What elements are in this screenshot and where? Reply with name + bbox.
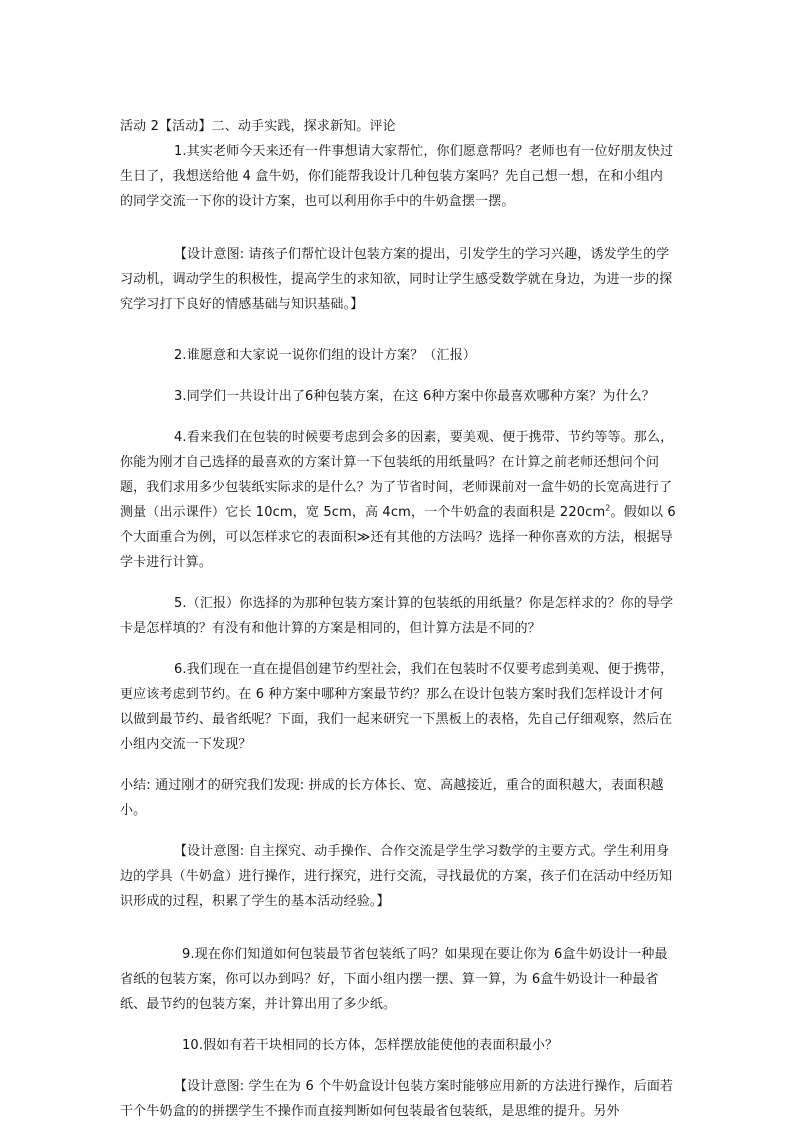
superscript-2: 2 (605, 503, 611, 513)
design-intent-1: 【设计意图: 请孩子们帮忙设计包装方案的提出，引发学生的学习兴趣，诱发学生的学习动机，调动学生的积极性，提高学生的求知欲，同时让学生感受数学就在身边，为进一步的探究学习打下良好的情感基础与知识基础。】 (120, 247, 673, 312)
paragraph-4 (120, 425, 676, 575)
paragraph-7: 9.现在你们知道如何包装最节省包装纸了吗？如果现在要让你为 6盒牛奶设计一种最省纸的包装方案，你可以办到吗？好，下面小组内摆一摆、算一算，为 6盒牛奶设计一种最省纸、最节约的包装方案，并计算出用了多少纸。 (120, 947, 668, 1012)
paragraph-2: 2.谁愿意和大家说一说你们组的设计方案？（汇报） (174, 348, 477, 363)
paragraph-3: 3.同学们一共设计出了6种包装方案，在这 6种方案中你最喜欢哪种方案？为什么？ (174, 389, 655, 404)
summary: 小结: 通过刚才的研究我们发现: 拼成的长方体长、宽、高越接近，重合的面积越大，表面积越小。 (120, 778, 664, 818)
paragraph-8: 10.假如有若干块相同的长方体，怎样摆放能使他的表面积最小？ (182, 1038, 559, 1053)
paragraph-5: 5.（汇报）你选择的为那种包装方案计算的包装纸的用纸量？你是怎样求的？你的导学卡是怎样填的？有没有和他计算的方案是相同的，但计算方法是不同的？ (120, 596, 674, 636)
paragraph-6: 6.我们现在一直在提倡创建节约型社会，我们在包装时不仅要考虑到美观、便于携带，更应该考虑到节约。在 6 种方案中哪种方案最节约？那么在设计包装方案时我们怎样设计才何以做到最节约、最省纸呢？下面，我们一起来研究一下黑板上的表格，先自己仔细观察，然后在小组内交流一下发现？ (120, 662, 674, 752)
design-intent-2: 【设计意图: 自主探究、动手操作、合作交流是学生学习数学的主要方式。学生利用身边的学具（牛奶盒）进行操作，进行探究，进行交流，寻找最优的方案，孩子们在活动中经历知识形成的过程，积累了学生的基本活动经验。】 (120, 844, 673, 909)
document-body (120, 114, 676, 1124)
paragraph-1: 1.其实老师今天来还有一件事想请大家帮忙，你们愿意帮吗？老师也有一位好朋友快过生日了，我想送给他 4 盒牛奶，你们能帮我设计几种包装方案吗？先自己想一想，在和小组内的同学交流一下你的设计方案，也可以利用你手中的牛奶盒摆一摆。 (120, 144, 674, 209)
design-intent-3: 【设计意图: 学生在为 6 个牛奶盒设计包装方案时能够应用新的方法进行操作，后面若干个牛奶盒的的拼摆学生不操作而直接判断如何包装最省包装纸，是思维的提升。另外 (120, 1079, 674, 1119)
paragraph-4-tail: 。假如以 6 个大面重合为例，可以怎样求它的表面积≫还有其他的方法吗？选择一种你喜欢的方法，根据导学卡进行计算。 (120, 505, 676, 570)
activity-heading: 活动 2【活动】二、动手实践，探求新知。评论 (120, 119, 396, 134)
paragraph-4-text: 4.看来我们在包装的时候要考虑到会多的因素，要美观、便于携带、节约等等。那么，你能为刚才自己选择的最喜欢的方案计算一下包装纸的用纸量吗？在计算之前老师还想问个问题，我们求用多少包装纸实际求的是什么？为了节省时间，老师课前对一盒牛奶的长宽高进行了测量（出示课件）它长 10cm，宽 5cm，高 4cm，一个牛奶盒的表面积是 220cm (120, 430, 674, 520)
